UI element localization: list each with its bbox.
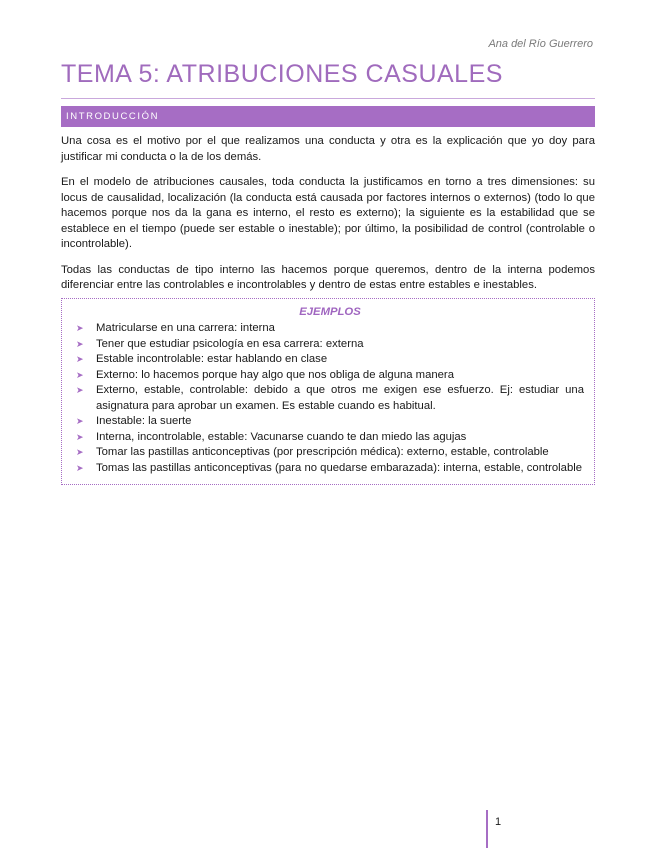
document-body bbox=[61, 134, 595, 485]
list-item-text: Tomas las pastillas anticonceptivas (para no quedarse embarazada): interna, estable, controlable bbox=[96, 461, 583, 474]
list-item bbox=[76, 337, 584, 353]
list-item bbox=[76, 414, 584, 430]
list-item-text: Estable incontrolable: estar hablando en clase bbox=[96, 353, 328, 365]
list-item bbox=[76, 383, 584, 414]
list-item-text: Externo, estable, controlable: debido a que otros me exigen ese esfuerzo. Ej: estudiar una asignatura para aprobar un examen. Es estable cuando es habitual. bbox=[96, 384, 584, 412]
list-item-text: Inestable: la suerte bbox=[96, 415, 192, 427]
arrow-bullet-icon: ➤ bbox=[76, 447, 84, 457]
examples-list bbox=[76, 321, 584, 476]
arrow-bullet-icon: ➤ bbox=[76, 354, 84, 364]
paragraph: Todas las conductas de tipo interno las hacemos porque queremos, dentro de la interna podemos diferenciar entre las controlables e incontrolables y dentro de estas entre estables e inestables. bbox=[61, 263, 595, 291]
list-item-text: Tomar las pastillas anticonceptivas (por prescripción médica): externo, estable, controlable bbox=[96, 446, 549, 458]
arrow-bullet-icon: ➤ bbox=[76, 462, 84, 473]
list-item-text: Tener que estudiar psicología en esa carrera: externa bbox=[96, 337, 364, 350]
arrow-bullet-icon: ➤ bbox=[76, 431, 84, 442]
paragraph: En el modelo de atribuciones causales, toda conducta la justificamos en torno a tres dimensiones: su locus de causalidad, localización (la conducta está causada por factores internos o externos) (todo lo que hacemos porque nos da la gana es interno, el resto es externo); la siguiente es la estabilidad que se establece en el tiempo (puede ser estable o inestable); por último, la posibilidad de control (controlable o incontrolable). bbox=[61, 176, 595, 250]
page-number: 1 bbox=[486, 810, 501, 848]
arrow-bullet-icon: ➤ bbox=[76, 416, 84, 426]
examples-title: EJEMPLOS bbox=[299, 305, 361, 318]
author-name: Ana del Río Guerrero bbox=[488, 38, 593, 50]
list-item bbox=[76, 368, 584, 384]
list-item bbox=[76, 445, 584, 461]
list-item bbox=[76, 461, 584, 477]
arrow-bullet-icon: ➤ bbox=[76, 369, 84, 380]
section-heading: INTRODUCCIÓN bbox=[61, 106, 595, 127]
arrow-bullet-icon: ➤ bbox=[76, 385, 84, 395]
list-item-text: Matricularse en una carrera: interna bbox=[96, 322, 275, 334]
paragraph: Una cosa es el motivo por el que realizamos una conducta y otra es la explicación que yo doy para justificar mi conducta o la de los demás. bbox=[61, 135, 595, 163]
page-title: TEMA 5: ATRIBUCIONES CASUALES bbox=[61, 60, 503, 88]
arrow-bullet-icon: ➤ bbox=[76, 338, 84, 349]
list-item-text: Interna, incontrolable, estable: Vacunarse cuando te dan miedo las agujas bbox=[96, 430, 467, 443]
list-item bbox=[76, 430, 584, 446]
list-item bbox=[76, 352, 584, 368]
arrow-bullet-icon: ➤ bbox=[76, 323, 84, 333]
list-item bbox=[76, 321, 584, 337]
title-underline bbox=[61, 98, 595, 99]
list-item-text: Externo: lo hacemos porque hay algo que nos obliga de alguna manera bbox=[96, 368, 454, 381]
examples-box bbox=[61, 298, 595, 486]
